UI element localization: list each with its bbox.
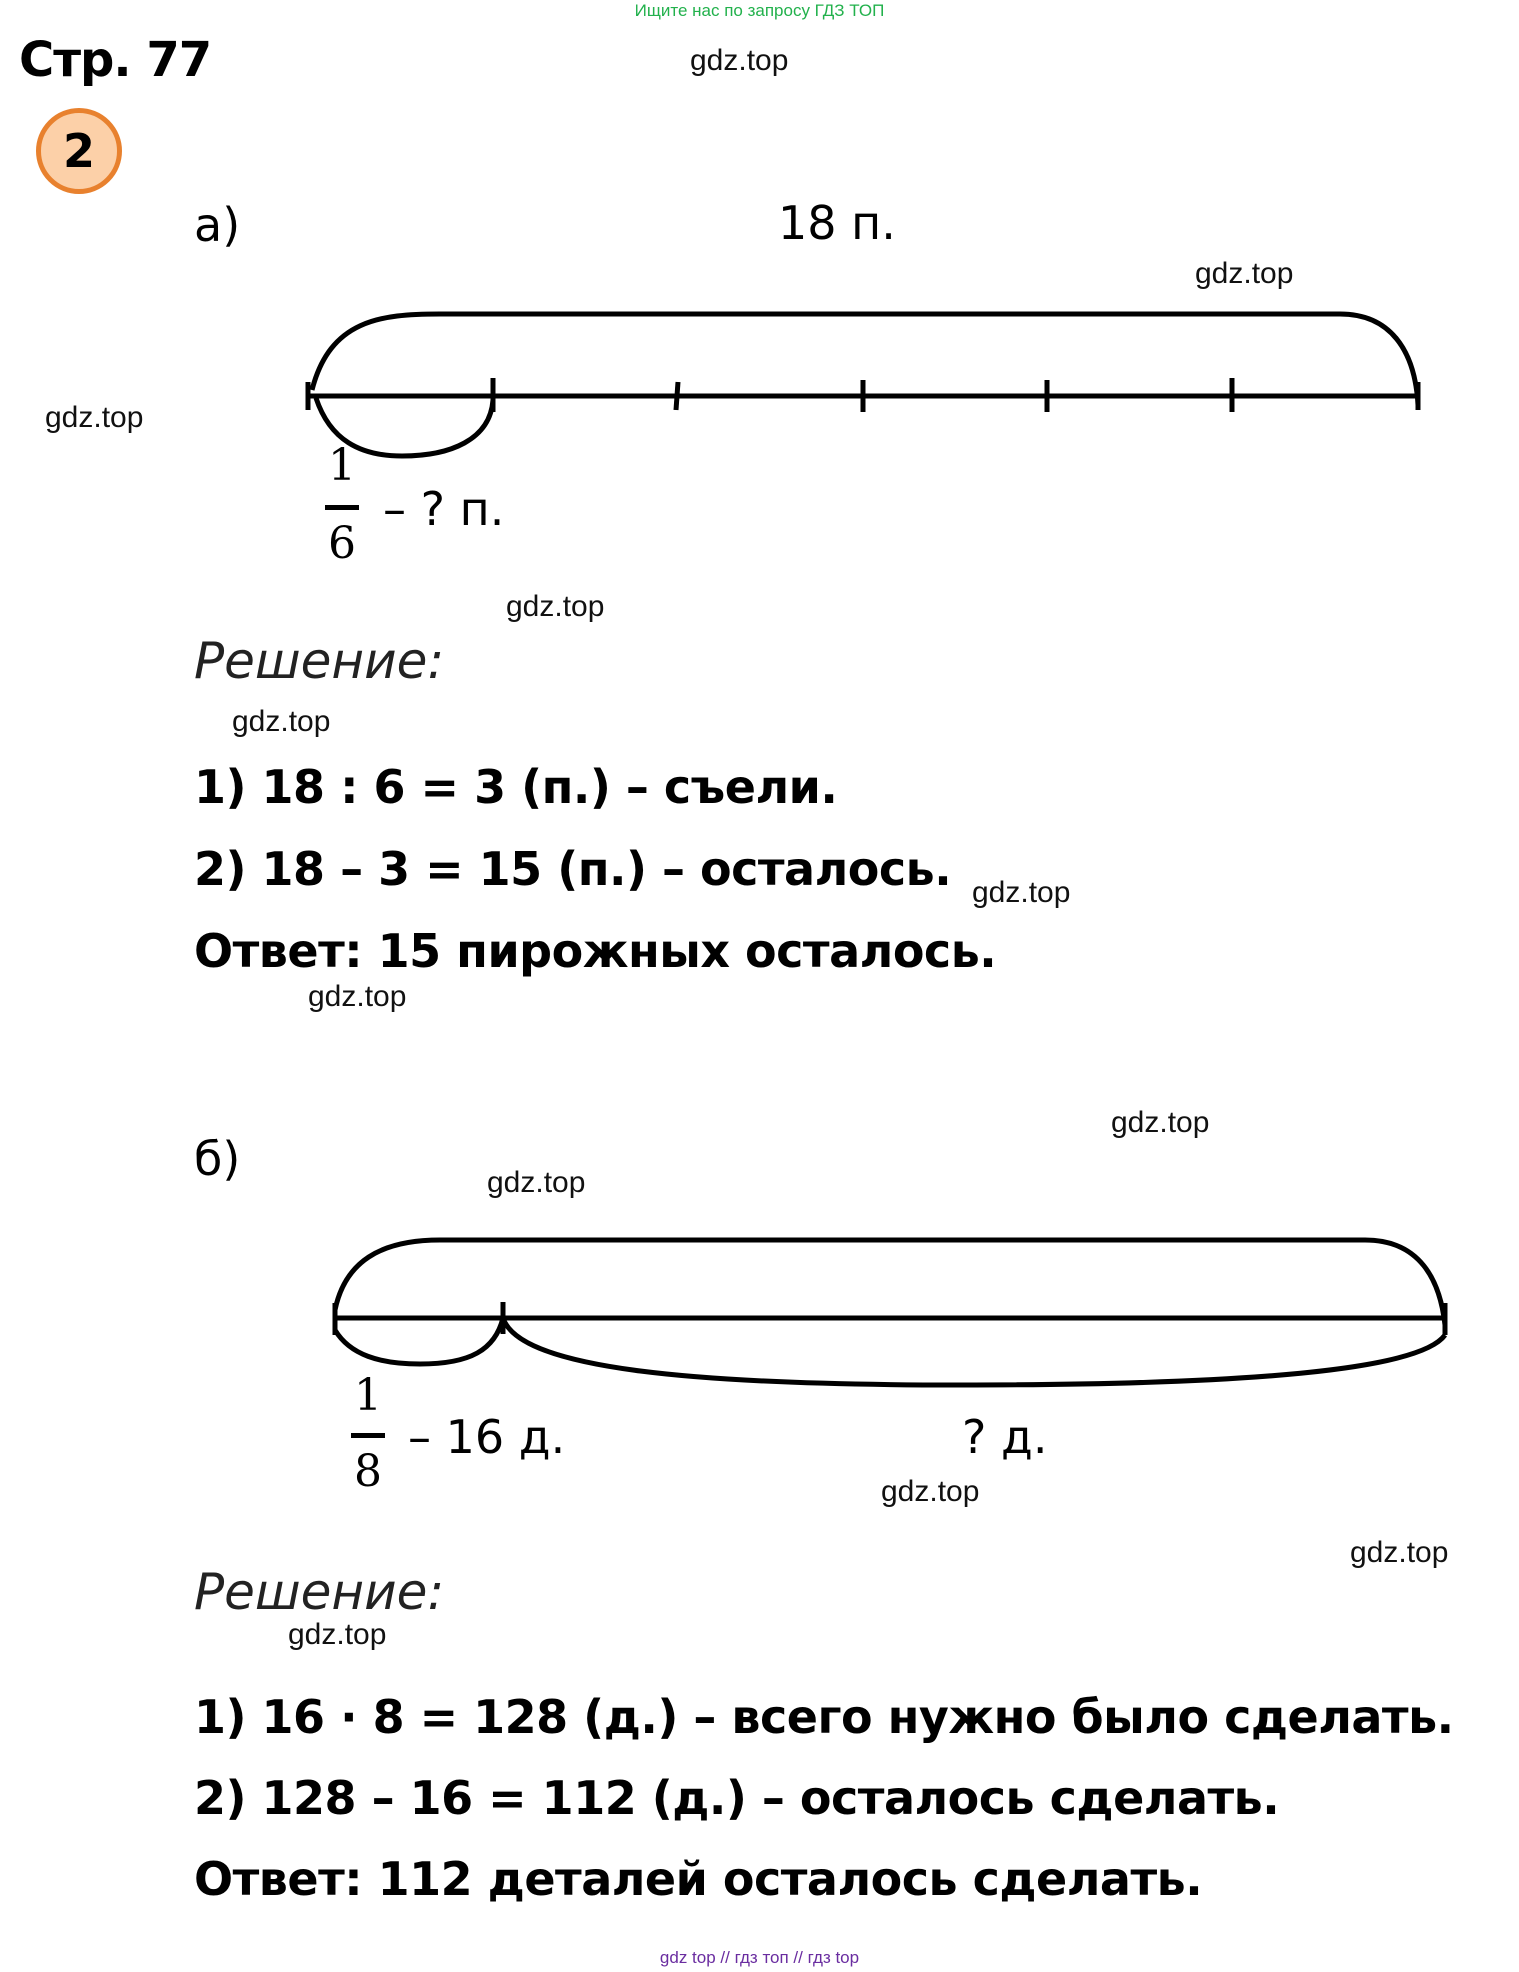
tick [676,382,678,410]
search-hint: Ищите нас по запросу ГДЗ ТОП [634,1,885,20]
watermark: gdz.top [45,401,144,434]
part-arc-b [335,1318,503,1364]
task-number: 2 [62,124,95,178]
footer-links[interactable]: gdz top // гдз топ // гдз top [659,1948,860,1967]
part-b-remainder-text: ? д. [962,1410,1048,1464]
diagram-b [335,1240,1445,1385]
fraction-numerator: 1 [354,1370,382,1421]
fraction-bar [351,1433,385,1438]
solution-step: 1) 18 : 6 = 3 (п.) – съели. [194,760,838,814]
fraction-bar [325,505,359,510]
solution-step: 2) 128 – 16 = 112 (д.) – осталось сделать. [194,1771,1280,1825]
watermark: gdz.top [487,1166,586,1199]
watermark: gdz.top [232,705,331,738]
answer: Ответ: 112 деталей осталось сделать. [194,1852,1203,1906]
solution-title: Решение: [194,632,445,690]
fraction-numerator: 1 [328,440,356,491]
part-b-label: б) [194,1132,241,1186]
watermark: gdz.top [690,44,789,77]
watermark: gdz.top [288,1618,387,1651]
watermark: gdz.top [1195,257,1294,290]
part-a-label: а) [194,198,241,252]
part-b-fraction-text: – 16 д. [408,1410,566,1464]
diagram-a [308,314,1418,456]
part-a-fraction-text: – ? п. [383,482,505,536]
solution-step: 2) 18 – 3 = 15 (п.) – осталось. [194,842,952,896]
fraction-denominator: 8 [354,1446,382,1497]
solution-step: 1) 16 · 8 = 128 (д.) – всего нужно было сделать. [194,1690,1454,1744]
answer: Ответ: 15 пирожных осталось. [194,924,997,978]
watermark: gdz.top [881,1475,980,1508]
watermark: gdz.top [972,876,1071,909]
watermark: gdz.top [1111,1106,1210,1139]
watermark: gdz.top [308,980,407,1013]
watermark: gdz.top [506,590,605,623]
watermark: gdz.top [1350,1536,1449,1569]
page-title: Стр. 77 [19,32,212,88]
solution-title: Решение: [194,1563,445,1621]
fraction-denominator: 6 [328,518,356,569]
remainder-arc-b [503,1318,1445,1385]
part-a-total: 18 п. [778,196,896,250]
